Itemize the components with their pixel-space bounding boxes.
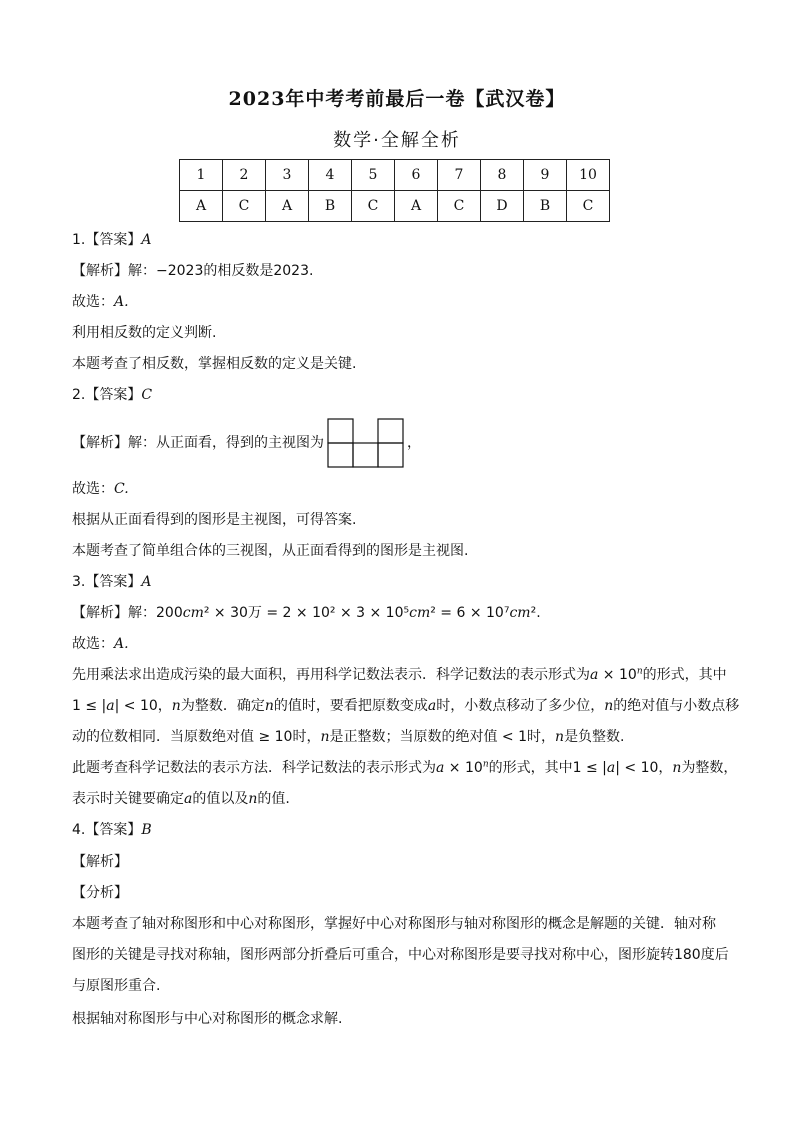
q3-answer-line: [72, 572, 151, 592]
q1-analysis: 【解析】解：−2023的相反数是2023.: [72, 263, 314, 279]
q3-summary-line-2: [72, 789, 290, 809]
answer-table-numbers-row: [180, 160, 610, 191]
q2-analysis-text: 【解析】解：从正面看，得到的主视图为: [72, 435, 324, 451]
q4-answer-value: B: [141, 822, 152, 838]
text-run: 是负整数.: [564, 729, 625, 745]
math-var: n: [320, 729, 330, 745]
q1-choose-label: 故选：: [72, 294, 114, 310]
question-number-cell: 4: [309, 160, 352, 191]
text-run: 的值以及: [192, 791, 249, 807]
text-run: 动的位数相同．当原数绝对值 ≥ 10时，: [72, 729, 321, 745]
q3-analysis-line: [72, 603, 541, 623]
q1-choose-line: [72, 292, 129, 312]
q3-method-line-1: [72, 665, 727, 685]
math-var: a: [590, 667, 599, 683]
math-var: a: [184, 791, 193, 807]
math-exponent: n: [482, 759, 489, 770]
answer-cell: C: [567, 191, 610, 222]
text-run: 时，小数点移动了多少位，: [436, 698, 605, 714]
math-var: n: [171, 698, 181, 714]
answer-cell: C: [223, 191, 266, 222]
answer-cell: B: [309, 191, 352, 222]
page-subtitle: 数学·全解全析: [333, 130, 461, 151]
q3-math-unit: cm: [409, 605, 431, 621]
q3-choose-line: [72, 634, 129, 654]
answer-cell: A: [395, 191, 438, 222]
q2-choose-line: [72, 479, 129, 499]
text-run: | < 10，: [114, 698, 172, 714]
answer-cell: B: [524, 191, 567, 222]
q2-analysis-line: [72, 418, 421, 468]
q4-paragraph-line: 本题考查了轴对称图形和中心对称图形，掌握好中心对称图形与轴对称图形的概念是解题的关键．轴对称: [72, 916, 716, 932]
q4-analysis-heading: 【解析】: [72, 854, 128, 870]
math-var: a: [436, 760, 445, 776]
question-number-cell: 5: [352, 160, 395, 191]
q2-answer-label: 2.【答案】: [72, 387, 142, 403]
q4-answer-label: 4.【答案】: [72, 822, 142, 838]
q3-math-part: ² = 6 × 10⁷: [430, 605, 510, 621]
q1-choose-value: A.: [114, 294, 129, 310]
q3-choose-value: A.: [114, 636, 129, 652]
q3-math-part: 200: [156, 605, 183, 621]
q4-paragraph-line: 图形的关键是寻找对称轴，图形两部分折叠后可重合，中心对称图形是要寻找对称中心，图形旋转180度后: [72, 947, 729, 963]
answer-table: [179, 159, 610, 222]
math-var: n: [264, 698, 274, 714]
text-run: 1 ≤ |: [72, 698, 107, 714]
q2-choose-value: C.: [114, 481, 129, 497]
answer-cell: C: [438, 191, 481, 222]
text-run: 的形式，其中1 ≤ |: [488, 760, 607, 776]
text-run: 为整数，: [681, 760, 738, 776]
page-title: 2023年中考考前最后一卷【武汉卷】: [228, 88, 566, 110]
q2-analysis-comma: ，: [407, 435, 421, 451]
question-number-cell: 7: [438, 160, 481, 191]
math-var: n: [672, 760, 682, 776]
q2-choose-label: 故选：: [72, 481, 114, 497]
question-number-cell: 3: [266, 160, 309, 191]
question-number-cell: 1: [180, 160, 223, 191]
math-var: n: [604, 698, 614, 714]
q1-answer-line: [72, 230, 151, 250]
question-number-cell: 6: [395, 160, 438, 191]
math-var: a: [606, 760, 616, 776]
text-run: 的绝对值与小数点移: [613, 698, 740, 714]
text-run: 的形式，其中: [642, 667, 727, 683]
text-run: 此题考查科学记数法的表示方法．科学记数法的表示形式为: [72, 760, 436, 776]
q2-method: 根据从正面看得到的图形是主视图，可得答案.: [72, 512, 357, 528]
q2-summary: 本题考查了简单组合体的三视图，从正面看得到的图形是主视图.: [72, 543, 469, 559]
q4-answer-line: [72, 820, 152, 840]
q3-method-line-3: [72, 727, 625, 747]
q1-summary: 本题考查了相反数，掌握相反数的定义是关键.: [72, 356, 357, 372]
answer-cell: D: [481, 191, 524, 222]
math-var: n: [555, 729, 565, 745]
q2-answer-value: C: [141, 387, 153, 403]
math-exponent: n: [636, 666, 643, 677]
answer-cell: A: [266, 191, 309, 222]
q3-analysis-label: 【解析】解：: [72, 605, 156, 621]
q1-answer-label: 1.【答案】: [72, 232, 142, 248]
q3-answer-label: 3.【答案】: [72, 574, 142, 590]
q2-answer-line: [72, 385, 152, 405]
q3-math-unit: cm: [182, 605, 204, 621]
q3-summary-line-1: [72, 758, 737, 778]
math-var: n: [248, 791, 258, 807]
answer-table-answers-row: [180, 191, 610, 222]
text-run: 先用乘法求出造成污染的最大面积，再用科学记数法表示．科学记数法的表示形式为: [72, 667, 590, 683]
q3-math-part: ².: [530, 605, 541, 621]
text-run: 表示时关键要确定: [72, 791, 184, 807]
text-run: × 10: [444, 760, 483, 776]
text-run: 的值时，要看把原数变成: [273, 698, 428, 714]
math-var: a: [106, 698, 115, 714]
question-number-cell: 9: [524, 160, 567, 191]
text-run: × 10: [598, 667, 637, 683]
q4-paragraph-line: 与原图形重合.: [72, 978, 161, 994]
question-number-cell: 2: [223, 160, 266, 191]
q4-method: 根据轴对称图形与中心对称图形的概念求解.: [72, 1011, 343, 1027]
q3-method-line-2: [72, 696, 739, 716]
answer-cell: C: [352, 191, 395, 222]
q4-fenxi-heading: 【分析】: [72, 885, 128, 901]
question-number-cell: 10: [567, 160, 610, 191]
math-var: a: [427, 698, 437, 714]
q1-method: 利用相反数的定义判断.: [72, 325, 217, 341]
q3-choose-label: 故选：: [72, 636, 114, 652]
q3-math-unit: cm: [509, 605, 531, 621]
front-view-figure: [327, 418, 404, 468]
question-number-cell: 8: [481, 160, 524, 191]
q3-math-part: ² × 30万 = 2 × 10² × 3 × 10⁵: [203, 605, 410, 621]
text-run: 为整数．确定: [180, 698, 265, 714]
answer-cell: A: [180, 191, 223, 222]
q3-answer-value: A: [141, 574, 152, 590]
text-run: 是正整数；当原数的绝对值 < 1时，: [329, 729, 556, 745]
text-run: 的值.: [257, 791, 290, 807]
text-run: | < 10，: [615, 760, 673, 776]
q1-answer-value: A: [141, 232, 152, 248]
